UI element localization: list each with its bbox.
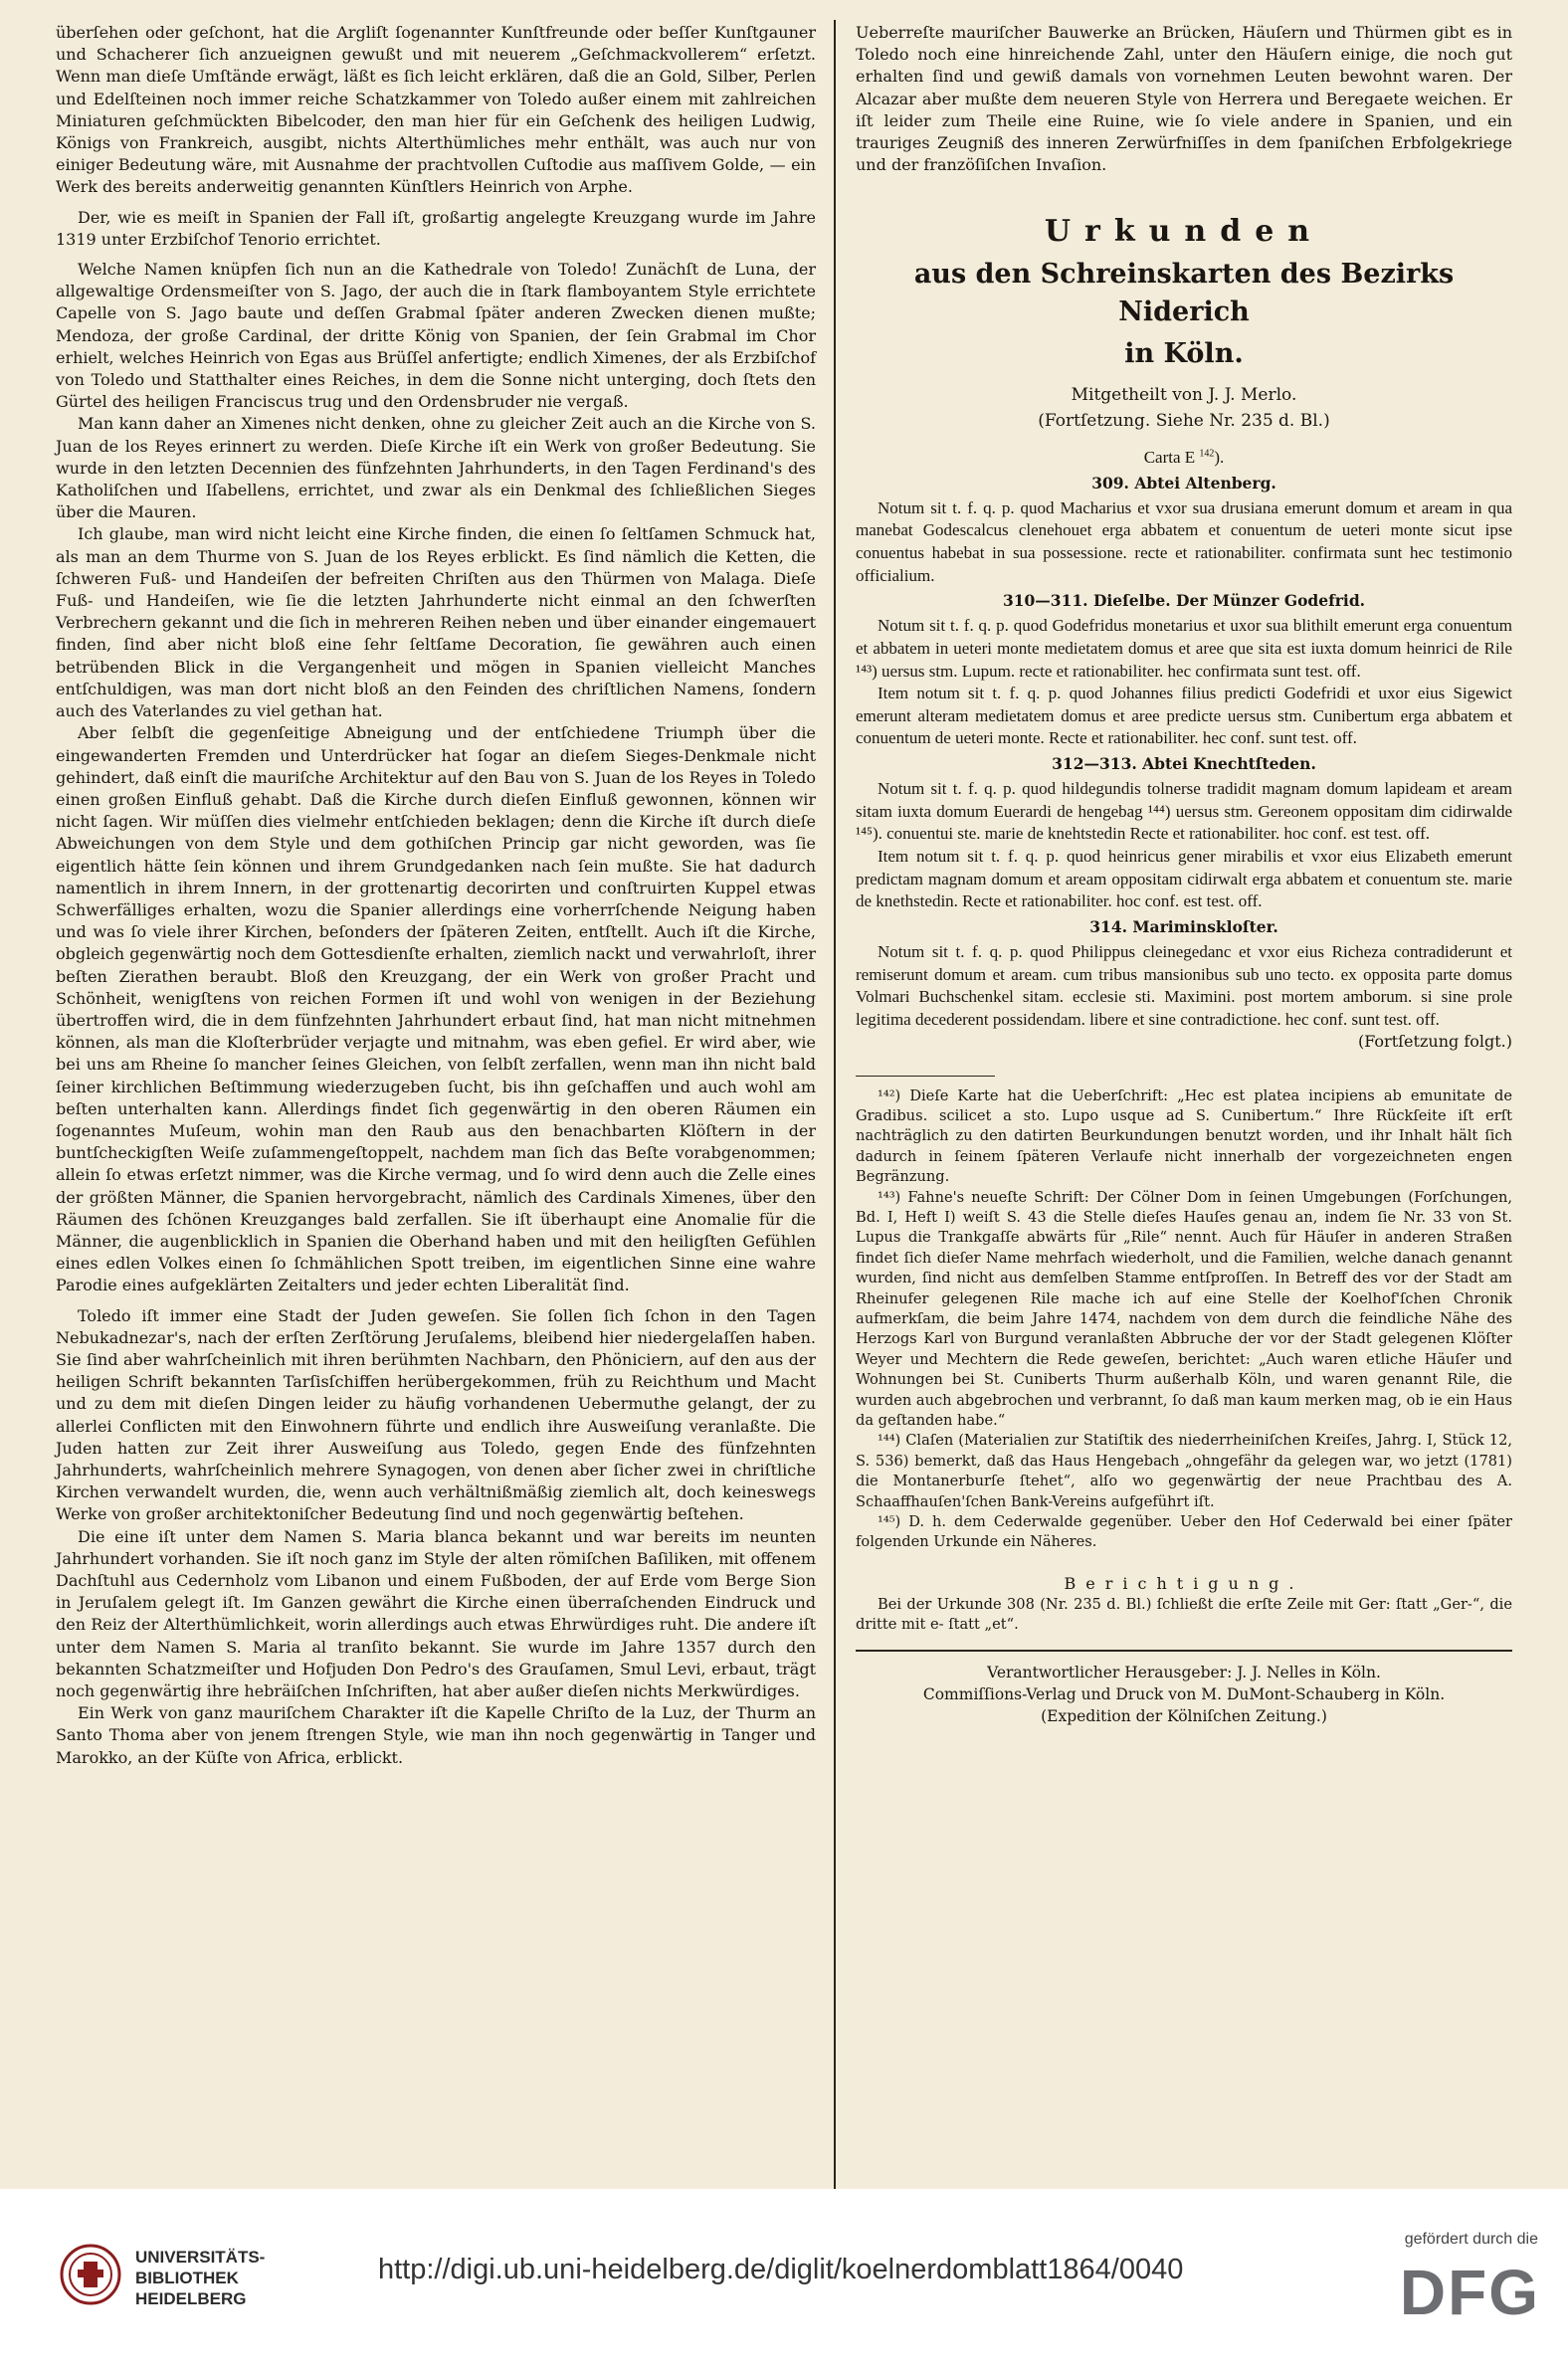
left-paragraph: Die eine iſt unter dem Namen S. Maria blanca bekannt und war bereits im neunten Jahrhundert vorhanden. Sie iſt noch ganz im Style der alten römiſchen Baſiliken, mit offenem Dachſtuhl aus Cedernholz vom Libanon und einem Fußboden, der auf Erde vom Berge Sion in Jeruſalem gelegt iſt. Im Ganzen gewährt die Kirche einen überraſchenden Eindruck und den Reiz der Alterthümlichkeit, worin allerdings auch etwas Ehrwürdiges ruht. Die andere iſt unter dem Namen S. Maria al tranſito bekannt. Sie wurde im Jahre 1357 durch den bekannten Schatzmeiſter und Hofjuden Don Pedro's des Grauſamen, Smul Levi, erbaut, trägt noch gegenwärtig ihre hebräiſchen Inſchriften, hat aber außer dieſen nichts Merkwürdiges.	[56, 1526, 816, 1701]
imprint-printer: Commiſſions-Verlag und Druck von M. DuMont-Schauberg in Köln.	[922, 1684, 1446, 1703]
to-be-continued: (Fortſetzung folgt.)	[1357, 1032, 1512, 1052]
footnote: ¹⁴⁴) Claſen (Materialien zur Statiſtik des niederrheiniſchen Kreiſes, Jahrg. I, Stück 12, S. 536) bemerkt, daß das Haus Hengebach „ohngefähr da gelegen war, wo jetzt (1781) die Montanerburſe ſtehet“, alſo wo gegenwärtig der neue Prachtbau des A. Schaaffhauſen'ſchen Bank-Vereins aufgeführt iſt.	[856, 1432, 1512, 1510]
correction-text: Bei der Urkunde 308 (Nr. 235 d. Bl.) ſchließt die erſte Zeile mit Ger: ſtatt „Ger-“, die dritte mit e- ſtatt „et“.	[856, 1596, 1512, 1634]
library-name	[135, 2247, 265, 2309]
footnotes	[856, 1086, 1512, 1553]
charter-text: Notum sit t. f. q. p. quod Godefridus monetarius et uxor sua blithilt emerunt erga conuentum et abbatem in ueteri monte medietatem domus et aree que sita est iuxta domum heinrici de Rile ¹⁴³) uersus stm. Lupum. recte et rationabiliter. hec confirmata sunt test. off.	[856, 616, 1512, 681]
right-column	[856, 22, 1512, 1727]
correction-title: Berichtigung.	[1064, 1573, 1304, 1593]
footnote: ¹⁴⁵) D. h. dem Cederwalde gegenüber. Ueber den Hof Cederwald bei einer ſpäter folgenden Urkunde ein Näheres.	[856, 1513, 1512, 1551]
left-paragraph: überſehen oder geſchont, hat die Argliſt ſogenannter Kunſtfreunde oder beſſer Kunſtgauner und Schacherer ſich anzueignen gewußt und mit neuerem „Geſchmackvollerem“ erſetzt. Wenn man dieſe Umſtände erwägt, läßt es ſich leicht erklären, daß die an Gold, Silber, Perlen und Edelſteinen noch immer reiche Schatzkammer von Toledo außer einem mit zahlreichen Miniaturen geſchmückten Bibelcoder, den man hier für ein Geſchenk des heiligen Ludwig, Königs von Frankreich, ausgibt, nichts Alterthümliches mehr enthält, was auch nur von einiger Bedeutung wäre, mit Ausnahme der prachtvollen Cuſtodie aus maſſivem Golde, — ein Werk des bereits anderweitig genannten Künſtlers Heinrich von Arphe.	[56, 23, 816, 197]
left-paragraph: Ein Werk von ganz mauriſchem Charakter iſt die Kapelle Chriſto de la Luz, der Thurm an Santo Thoma aber von jenem ſtrengen Style, wie man ihn noch gegenwärtig in Tanger und Marokko, an der Küſte von Africa, erblickt.	[56, 1703, 816, 1767]
imprint-expedition: (Expedition der Kölniſchen Zeitung.)	[1041, 1706, 1327, 1725]
funded-by-label: gefördert durch die	[1404, 2231, 1538, 2248]
left-paragraph: Aber ſelbſt die gegenſeitige Abneigung und der entſchiedene Triumph über die eingewanderten Fremden und Unterdrücker hat ſogar an dieſem Sieges-Denkmale nicht gehindert, daß einſt die mauriſche Architektur auf den Bau von S. Juan de los Reyes in Toledo einen großen Einfluß gehabt. Daß die Kirche durch dieſen Einfluß gewonnen, können wir nicht ſagen. Wir müſſen dies vielmehr entſchieden beklagen; denn die Kirche iſt durch dieſe Abweichungen von dem Style und dem gothiſchen Princip gar nicht geworden, was ſie eigentlich hätte ſein können und ihrem Grundgedanken nach ſein mußte. Sie hat dadurch namentlich in ihrem Innern, in der grottenartig decorirten und conſtruirten Kuppel etwas Schwerfälliges erhalten, wozu die Spanier allerdings eine vorherrſchende Neigung haben und was ſo viele ihrer Kirchen, beſonders der ſpäteren Zeiten, entſtellt. Auch iſt die Kirche, obgleich gegenwärtig noch dem Gottesdienſte erhalten, ziemlich nackt und verwahrloſt, ihrer beſten Zierathen beraubt. Bloß den Kreuzgang, der ein Werk von großer Pracht und Schönheit, wenigſtens von reichen Formen iſt und wohl von wenigen in der Beziehung übertroffen wird, die in dem fünfzehnten Jahrhundert erbaut ſind, hat man nicht mitnehmen können, als man die Kloſterbrüder verjagte und mitnahm, was eben gefiel. Er wird aber, wie bei uns am Rheine ſo mancher ſeines Gleichen, von ſelbſt zerfallen, wenn man ihn nicht bald ſeiner kirchlichen Beſtimmung wiederzugeben ſucht, bis ihn geſchaffen und auch wohl am beſten unterhalten kann. Allerdings findet ſich gegenwärtig in den oberen Räumen ein ſogenanntes Muſeum, wohin man den Raub aus den benachbarten Klöſtern in der buntſcheckigſten Weiſe zuſammengeſtoppelt, nachdem man ſich das Beſte vorabgenommen; allein ſo etwas erſetzt nimmer, was die Kirche vermag, und ſo wird denn auch die Zelle eines der größten Männer, die Spanien hervorgebracht, nämlich des Cardinals Ximenes, über den Räumen des ſchönen Kreuzganges bald zerfallen. Sie iſt überhaupt eine Anomalie für die Männer, die augenblicklich in Spanien die Oberhand haben und mit den heiligſten Gefühlen eines edlen Volkes einen ſo ſchmählichen Spott treiben, im eigentlichen Sinne eine wahre Parodie eines aufgeklärten Zeitalters und jeder echten Liberalität ſind.	[56, 723, 816, 1295]
section-heading: 310—311. Dieſelbe. Der Münzer Godefrid.	[1002, 591, 1366, 611]
left-paragraph: Welche Namen knüpfen ſich nun an die Kathedrale von Toledo! Zunächſt de Luna, der allgewaltige Ordensmeiſter von S. Jago, der auch die in ſtark flamboyantem Style errichtete Capelle von S. Jago baute und deſſen Grabmal ſpäter anderen Zwecken dienen mußte; Mendoza, der große Cardinal, der dritte König von Spanien, der ſein Grabmal im Chor erhielt, welches Heinrich von Egas aus Brüſſel anfertigte; endlich Ximenes, der als Erzbiſchof von Toledo und Statthalter eines Reiches, in dem die Sonne nicht unterging, doch ſtets den Gürtel des heiligen Franciscus trug und den Ordensbruder nie vergaß.	[56, 260, 816, 412]
charter-text: Notum sit t. f. q. p. quod hildegundis tolnerse tradidit magnam domum lapideam et aream sitam iuxta domum Euerardi de hengebag ¹⁴⁴) uersus stm. Gereonem oppositam dim cidirwalde ¹⁴⁵). conuentui ste. marie de knehtstedin Recte et rationabiliter. hoc conf. est test. off.	[856, 779, 1512, 844]
library-name-line: UNIVERSITÄTS-	[135, 2248, 266, 2267]
article-subtitle-line1: aus den Schreinskarten des Bezirks Niderich	[913, 259, 1455, 328]
carta-heading: Carta E $^{142}$).	[1143, 448, 1225, 468]
author-line: Mitgetheilt von J. J. Merlo.	[1071, 385, 1297, 406]
digitization-footer	[0, 2189, 1568, 2370]
footnote: ¹⁴²) Dieſe Karte hat die Ueberſchrift: „Hec est platea incipiens ab emunitate de Gradibus. scilicet a sto. Lupo usque ad S. Cunibertum.“ Ihre Rückſeite iſt erſt nachträglich zu den datirten Beurkundungen benutzt worden, und ihr Inhalt hält ſich dadurch in ſeinem ſpäteren Verlaufe nicht innerhalb der vorgezeichneten engen Begränzung.	[856, 1086, 1512, 1186]
continuation-note: (Fortſetzung. Siehe Nr. 235 d. Bl.)	[1038, 411, 1330, 432]
left-paragraph: Man kann daher an Ximenes nicht denken, ohne zu gleicher Zeit auch an die Kirche von S. Juan de los Reyes erinnert zu werden. Dieſe Kirche iſt ein Werk von großer Bedeutung. Sie wurde in den letzten Decennien des fünfzehnten Jahrhunderts, in den Tagen Ferdinand's des Katholiſchen und Iſabellens, errichtet, und zwar als ein Denkmal des ſchließlichen Sieges über die Mauren.	[56, 414, 816, 522]
section-heading: 309. Abtei Altenberg.	[1091, 473, 1276, 493]
dfg-logo: DFG	[1399, 2257, 1540, 2328]
imprint-publisher: Verantwortlicher Herausgeber: J. J. Nelles in Köln.	[987, 1663, 1381, 1681]
library-name-line: HEIDELBERG	[135, 2289, 247, 2308]
left-paragraph: Toledo iſt immer eine Stadt der Juden geweſen. Sie ſollen ſich ſchon in den Tagen Nebukadnezar's, nach der erſten Zerſtörung Jeruſalems, bleibend hier niedergelaſſen haben. Sie ſind aber wahrſcheinlich mit ihren berühmten Nachbarn, den Phöniciern, auf den aus der heiligen Schrift bekannten Tarſisſchiffen herübergekommen, früh zu Reichthum und Macht und zu dem mit dieſen Dingen leider zu häufig vorhandenen Uebermuthe gelangt, der zu allerlei Conflicten mit den Einwohnern führte und endlich ihre Ausweiſung veranlaßte. Die Juden hatten zur Zeit ihrer Ausweiſung aus Toledo, gegen Ende des fünfzehnten Jahrhunderts, wahrſcheinlich mehrere Synagogen, von denen aber ſicher zwei in chriſtliche Kirchen verwandelt wurden, die, wenn auch verhältnißmäßig ziemlich alt, doch keineswegs Werke von großer architektoniſcher Bedeutung ſind und noch gegenwärtig beſtehen.	[56, 1305, 816, 1524]
section-heading: 314. Mariminskloſter.	[1089, 916, 1278, 936]
right-intro-paragraph: Ueberreſte mauriſcher Bauwerke an Brücken, Häuſern und Thürmen gibt es in Toledo noch eine hinreichende Zahl, unter den Häuſern einige, die noch gut erhalten ſind und gewiß damals von vornehmen Leuten bewohnt waren. Der Alcazar aber mußte dem neueren Style von Herrera und Beregaete weichen. Er iſt leider zum Theile eine Ruine, wie ſo viele andere in Spanien, und ein trauriges Zeugniß des inneren Zerwürfniſſes in dem ſpaniſchen Erbfolgekriege und der franzöſiſchen Invaſion.	[856, 23, 1512, 175]
column-divider	[834, 20, 836, 2189]
university-seal-icon	[60, 2244, 121, 2305]
digital-copy-url[interactable]: http://digi.ub.uni-heidelberg.de/diglit/koelnerdomblatt1864/0040	[378, 2254, 1184, 2285]
carta-label: Carta E	[1143, 448, 1196, 468]
footnote: ¹⁴³) Fahne's neueſte Schrift: Der Cölner Dom in ſeinen Umgebungen (Forſchungen, Bd. I, Heft I) weiſt S. 43 die Stelle dieſes Hauſes genau an, indem ſie Nr. 33 von St. Lupus die Trankgaſſe abwärts für „Rile“ nennt. Auch für Häuſer in anderen Straßen findet ſich dieſer Name mehrfach wiederholt, und die Familien, welche danach genannt wurden, ſind nicht aus demſelben Stamme entſproſſen. In Betreff des vor der Stadt am Rheinufer gelegenen Rile mache ich auf eine Stelle der Koelhof'ſchen Chronik aufmerkſam, die beim Jahre 1474, nachdem von dem durch die feindliche Nähe des Herzogs Karl von Burgund veranlaßten Abbruche der vor der Stadt gelegenen Klöſter Weyer und Mechtern die Rede geweſen, berichtet: „Auch waren etliche Häuſer und Wohnungen bei St. Cuniberts Thurm außerhalb Köln, und waren genannt Rile, die wurden auch abgebrochen und verbrannt, ſo daß man kaum merken mag, ob ie ein Haus da geſtanden habe.“	[856, 1188, 1512, 1430]
article-subtitle-line2: in Köln.	[1124, 338, 1244, 370]
imprint-rule	[856, 1650, 1512, 1652]
left-column	[56, 22, 816, 1769]
left-paragraph: Ich glaube, man wird nicht leicht eine Kirche finden, die einen ſo ſeltſamen Schmuck hat, als man an dem Thurme von S. Juan de los Reyes erblickt. Es ſind nämlich die Ketten, die ſchweren Fuß- und Handeiſen der befreiten Chriſten aus den Thürmen von Malaga. Dieſe Fuß- und Handeiſen, wie ſie die letzten Jahrhunderte nicht einmal an den ſchwerſten Verbrechern gekannt und die ſich in mehreren Reihen neben und über einander eingemauert finden, ſind aber nicht bloß eine ſehr ſeltſame Decoration, ſie gewähren auch einen betrübenden Blick in die Vergangenheit und mögen in Spanien vielleicht Manches entſchuldigen, was man dort nicht bloß an den Feinden des chriſtlichen Namens, ſondern auch des Vaterlandes zu viel gethan hat.	[56, 524, 816, 721]
charter-text: Notum sit t. f. q. p. quod Macharius et vxor sua drusiana emerunt domum et aream in qua manebat Godescalcus clenehouet erga abbatem et conuentum de ueteri monte sicut ipse conuentus habebat in sua possessione. recte et rationabiliter. confirmata sunt hec testimonio officialium.	[856, 497, 1512, 585]
footnote-rule	[856, 1076, 995, 1077]
section-heading: 312—313. Abtei Knechtſteden.	[1052, 753, 1316, 773]
library-name-line: BIBLIOTHEK	[135, 2269, 239, 2287]
charter-text: Item notum sit t. f. q. p. quod heinricus gener mirabilis et vxor eius Elizabeth emerunt predictam magnam domum et aream oppositam cidirwalt erga abbatem et conuentum ste. marie de knethstedin. Recte et rationabiliter. hoc conf. est test. off.	[856, 846, 1512, 911]
article-title: Urkunden	[1044, 214, 1324, 250]
carta-footnote-ref: 142	[1199, 448, 1215, 460]
charter-text: Notum sit t. f. q. p. quod Philippus cleinegedanc et vxor eius Richeza contradiderunt et remiserunt domum et aream. cum tribus mansionibus sub uno tecto. ex opposita parte domus Volmari Buchschenkel sitam. ecclesie sti. Maximini. post mortem amborum. si sine prole legitima decederent possidendam. libere et sine contradictione. hec conf. sunt test. off.	[856, 941, 1512, 1029]
left-paragraph: Der, wie es meiſt in Spanien der Fall iſt, großartig angelegte Kreuzgang wurde im Jahre 1319 unter Erzbiſchof Tenorio errichtet.	[56, 207, 816, 249]
charter-text: Item notum sit t. f. q. p. quod Johannes filius predicti Godefridi et uxor eius Sigewict emerunt alteram medietatem domus et aree predicte uersus stm. Cunibertum erga abbatem et conuentum de ueteri monte. Recte et rationabiliter. hec conf. sunt test. off.	[856, 684, 1512, 748]
